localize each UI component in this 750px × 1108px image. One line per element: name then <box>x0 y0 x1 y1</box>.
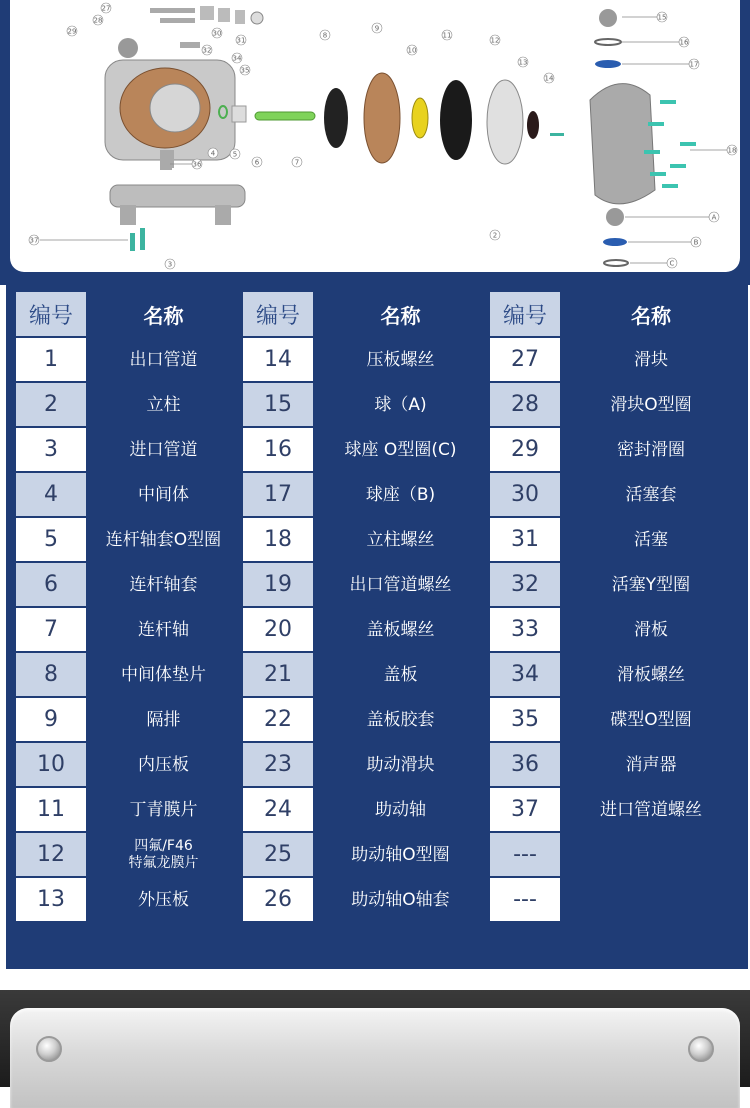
header-name: 名称 <box>560 292 742 336</box>
rivet-icon <box>688 1036 714 1062</box>
part-name: 活塞Y型圈 <box>560 563 742 606</box>
callout-15: 15 <box>657 13 667 22</box>
diagram-panel <box>0 0 750 285</box>
callout-9: 9 <box>374 24 380 33</box>
header-number: 编号 <box>16 292 86 336</box>
part-name: 连杆轴套O型圈 <box>86 518 241 561</box>
part-number: 1 <box>16 338 86 381</box>
callout-14: 14 <box>544 74 554 83</box>
part-name: 盖板螺丝 <box>313 608 488 651</box>
table-row <box>16 383 742 426</box>
callout-27: 27 <box>101 4 111 13</box>
table-row <box>16 653 742 696</box>
part-number: 20 <box>243 608 313 651</box>
parts-table-panel <box>6 285 748 969</box>
table-row <box>16 563 742 606</box>
part-name: 消声器 <box>560 743 742 786</box>
part-name: 助动滑块 <box>313 743 488 786</box>
part-name: 中间体垫片 <box>86 653 241 696</box>
part-name: 助动轴O轴套 <box>313 878 488 921</box>
part-number: 34 <box>490 653 560 696</box>
part-name: 盖板 <box>313 653 488 696</box>
callout-18: 18 <box>727 146 737 155</box>
part-name <box>560 878 742 921</box>
part-name: 连杆轴 <box>86 608 241 651</box>
part-number: 33 <box>490 608 560 651</box>
callout-a: A <box>711 213 717 222</box>
part-number: 9 <box>16 698 86 741</box>
part-number: --- <box>490 833 560 876</box>
table-row <box>16 743 742 786</box>
part-number: 3 <box>16 428 86 471</box>
part-number: 26 <box>243 878 313 921</box>
callout-29: 29 <box>67 27 77 36</box>
inlet-manifold <box>110 185 245 225</box>
part-number: 7 <box>16 608 86 651</box>
part-name: 滑板螺丝 <box>560 653 742 696</box>
part-name: 碟型O型圈 <box>560 698 742 741</box>
callout-10: 10 <box>407 46 417 55</box>
outer-cover <box>590 9 655 266</box>
rivet-icon <box>36 1036 62 1062</box>
table-row <box>16 473 742 516</box>
connecting-rod <box>219 106 315 122</box>
part-number: 25 <box>243 833 313 876</box>
callout-11: 11 <box>442 31 452 40</box>
part-number: 21 <box>243 653 313 696</box>
callout-2: 2 <box>492 231 498 240</box>
part-name: 出口管道螺丝 <box>313 563 488 606</box>
part-name: 隔排 <box>86 698 241 741</box>
table-row <box>16 878 742 921</box>
callout-c: C <box>669 259 675 268</box>
part-number: 23 <box>243 743 313 786</box>
part-number: 18 <box>243 518 313 561</box>
callout-b: B <box>693 238 699 247</box>
exploded-view-diagram <box>10 0 740 272</box>
part-name: 助动轴 <box>313 788 488 831</box>
callout-37: 37 <box>29 236 39 245</box>
part-number: 6 <box>16 563 86 606</box>
part-name: 球座 O型圈(C) <box>313 428 488 471</box>
part-number: 35 <box>490 698 560 741</box>
part-number: 29 <box>490 428 560 471</box>
callout-36: 36 <box>192 160 202 169</box>
part-name-line: 四氟/F46 <box>134 837 193 854</box>
callout-12: 12 <box>490 36 500 45</box>
part-number: 17 <box>243 473 313 516</box>
callout-32: 32 <box>202 46 212 55</box>
table-row <box>16 518 742 561</box>
callout-31: 31 <box>236 36 246 45</box>
part-name: 滑板 <box>560 608 742 651</box>
diaphragm-stack <box>324 73 564 164</box>
part-name: 中间体 <box>86 473 241 516</box>
part-name-line: 特氟龙膜片 <box>128 854 199 871</box>
part-number: 31 <box>490 518 560 561</box>
part-name: 活塞套 <box>560 473 742 516</box>
table-row <box>16 788 742 831</box>
part-number: 37 <box>490 788 560 831</box>
part-name: 球座（B) <box>313 473 488 516</box>
part-name: 活塞 <box>560 518 742 561</box>
part-name: 外压板 <box>86 878 241 921</box>
part-number: 28 <box>490 383 560 426</box>
callout-4: 4 <box>210 149 216 158</box>
part-name <box>86 833 241 876</box>
callout-35: 35 <box>240 66 250 75</box>
part-number: 4 <box>16 473 86 516</box>
callout-13: 13 <box>518 58 528 67</box>
part-name: 进口管道螺丝 <box>560 788 742 831</box>
part-name: 立柱 <box>86 383 241 426</box>
part-number: 10 <box>16 743 86 786</box>
part-number: 36 <box>490 743 560 786</box>
part-name: 出口管道 <box>86 338 241 381</box>
part-name: 进口管道 <box>86 428 241 471</box>
parts-table <box>16 290 742 923</box>
callout-30: 30 <box>212 29 222 38</box>
part-name: 球（A) <box>313 383 488 426</box>
steel-plate <box>10 1008 740 1108</box>
part-number: 12 <box>16 833 86 876</box>
table-header-row <box>16 292 742 336</box>
callout-7: 7 <box>294 158 300 167</box>
part-number: 11 <box>16 788 86 831</box>
part-number: 32 <box>490 563 560 606</box>
part-number: 13 <box>16 878 86 921</box>
part-number: 2 <box>16 383 86 426</box>
part-number: 14 <box>243 338 313 381</box>
callout-5: 5 <box>232 150 238 159</box>
bottom-banner <box>0 990 750 1087</box>
part-number: 5 <box>16 518 86 561</box>
header-name: 名称 <box>313 292 488 336</box>
part-number: 16 <box>243 428 313 471</box>
callout-28: 28 <box>93 16 103 25</box>
header-number: 编号 <box>490 292 560 336</box>
part-name: 密封滑圈 <box>560 428 742 471</box>
part-number: 22 <box>243 698 313 741</box>
part-name: 助动轴O型圈 <box>313 833 488 876</box>
part-name: 丁青膜片 <box>86 788 241 831</box>
table-row <box>16 428 742 471</box>
part-name: 滑块O型圈 <box>560 383 742 426</box>
part-name: 滑块 <box>560 338 742 381</box>
callout-8: 8 <box>322 31 328 40</box>
part-name <box>560 833 742 876</box>
pump-exploded-drawing <box>10 0 740 272</box>
table-row <box>16 833 742 876</box>
part-number: 15 <box>243 383 313 426</box>
table-row <box>16 608 742 651</box>
callout-16: 16 <box>679 38 689 47</box>
callout-6: 6 <box>254 158 260 167</box>
header-number: 编号 <box>243 292 313 336</box>
header-name: 名称 <box>86 292 241 336</box>
table-row <box>16 698 742 741</box>
table-row <box>16 338 742 381</box>
part-number: 19 <box>243 563 313 606</box>
part-name: 内压板 <box>86 743 241 786</box>
callout-34: 34 <box>232 54 242 63</box>
part-number: 8 <box>16 653 86 696</box>
part-number: 24 <box>243 788 313 831</box>
part-number: 27 <box>490 338 560 381</box>
part-name: 立柱螺丝 <box>313 518 488 561</box>
part-name: 盖板胶套 <box>313 698 488 741</box>
callout-17: 17 <box>689 60 699 69</box>
part-name: 压板螺丝 <box>313 338 488 381</box>
part-number: 30 <box>490 473 560 516</box>
callout-3: 3 <box>167 260 173 269</box>
part-number: --- <box>490 878 560 921</box>
part-name: 连杆轴套 <box>86 563 241 606</box>
